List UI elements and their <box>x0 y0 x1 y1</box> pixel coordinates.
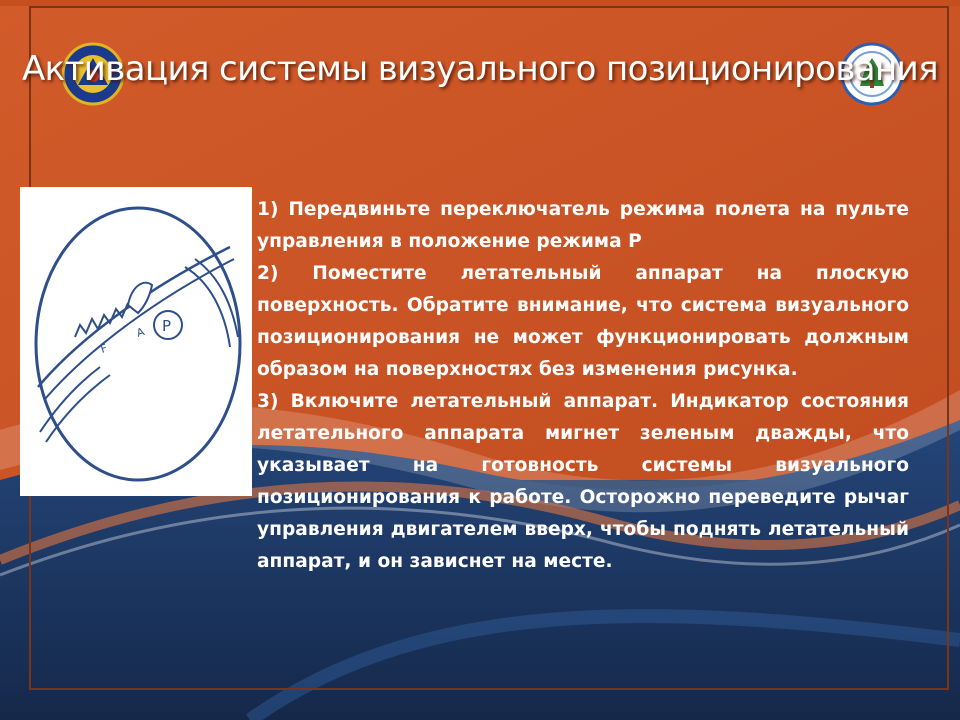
switch-label-p: P <box>162 317 172 335</box>
instruction-text <box>257 194 909 578</box>
step-2: 2) Поместите летательный аппарат на плоскую поверхность. Обратите внимание, что система визуального позиционирования не может функционировать должным образом на поверхностях без изменения рисунка. <box>257 263 909 380</box>
switch-label-f: F <box>98 341 109 356</box>
step-3: 3) Включите летательный аппарат. Индикатор состояния летательного аппарата мигнет зеленым дважды, что указывает на готовность системы визуального позиционирования к работе. Осторожно переведите рычаг управления двигателем вверх, чтобы поднять летательный аппарат, и он зависнет на месте. <box>257 391 909 572</box>
slide-title: Активация системы визуального позиционирования <box>21 49 939 89</box>
step-1: 1) Передвиньте переключатель режима полета на пульте управления в положение режима Р <box>257 199 909 252</box>
flight-mode-switch-illustration <box>20 187 252 496</box>
switch-label-a: A <box>134 325 147 340</box>
